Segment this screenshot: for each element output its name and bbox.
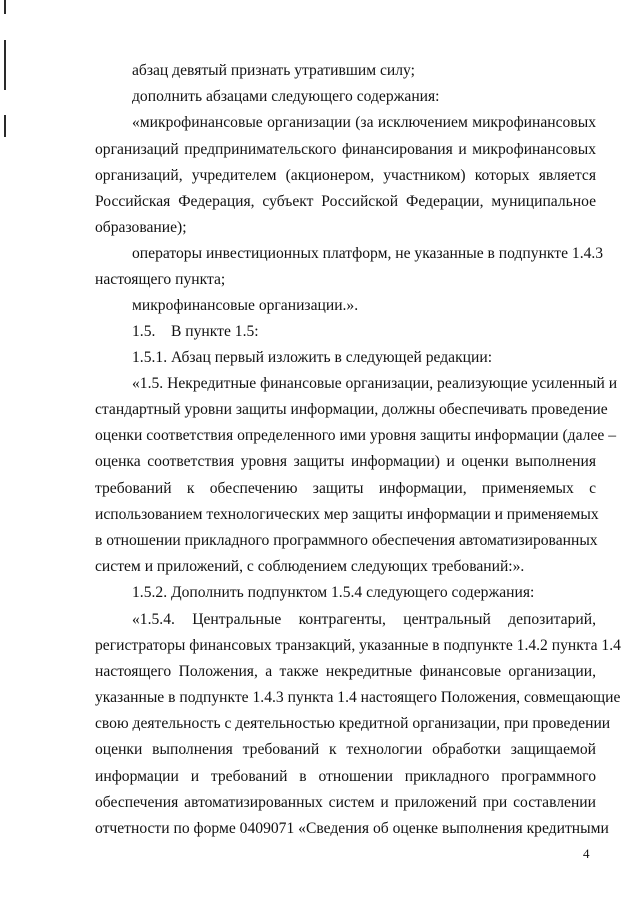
- text-line: организаций предпринимательского финансирования и микрофинансовых: [95, 141, 596, 158]
- text-line: дополнить абзацами следующего содержания:: [132, 88, 440, 105]
- scan-margin-mark: [4, 40, 6, 90]
- text-line: настоящего пункта;: [95, 271, 226, 288]
- text-line: регистраторы финансовых транзакций, указанные в подпункте 1.4.2 пункта 1.4: [95, 637, 621, 654]
- text-line: отчетности по форме 0409071 «Сведения об оценке выполнения кредитными: [95, 820, 609, 837]
- text-line: микрофинансовые организации.».: [132, 297, 359, 314]
- scan-margin-mark: [4, 0, 6, 14]
- text-line: образование);: [95, 219, 187, 236]
- text-line: абзац девятый признать утратившим силу;: [132, 62, 415, 79]
- scan-margin-mark: [4, 115, 6, 137]
- text-line: оценки соответствия определенного ими уровня защиты информации (далее –: [95, 427, 616, 444]
- page-number: 4: [583, 846, 590, 861]
- text-line: в отношении прикладного программного обеспечения автоматизированных: [95, 532, 598, 549]
- text-line: «микрофинансовые организации (за исключением микрофинансовых: [132, 114, 596, 131]
- text-line: «1.5. Некредитные финансовые организации, реализующие усиленный и: [132, 375, 618, 392]
- text-line: 1.5.2. Дополнить подпунктом 1.5.4 следующего содержания:: [132, 584, 535, 601]
- text-line: 1.5.1. Абзац первый изложить в следующей редакции:: [132, 349, 493, 366]
- text-line: стандартный уровни защиты информации, должны обеспечивать проведение: [95, 401, 608, 418]
- text-line: информации и требований в отношении прикладного программного: [95, 768, 596, 785]
- text-line: «1.5.4. Центральные контрагенты, центральный депозитарий,: [132, 611, 596, 628]
- text-line: использованием технологических мер защиты информации и применяемых: [95, 506, 599, 523]
- text-line: обеспечения автоматизированных систем и приложений при составлении: [95, 794, 596, 811]
- text-line: настоящего Положения, а также некредитные финансовые организации,: [95, 663, 596, 680]
- text-line: операторы инвестиционных платформ, не указанные в подпункте 1.4.3: [132, 245, 604, 262]
- text-line: свою деятельность с деятельностью кредитной организации, при проведении: [95, 715, 611, 732]
- text-line: оценка соответствия уровня защиты информации) и оценки выполнения: [95, 453, 596, 470]
- text-line: требований к обеспечению защиты информации, применяемых с: [95, 480, 596, 497]
- text-line: указанные в подпункте 1.4.3 пункта 1.4 настоящего Положения, совмещающие: [95, 689, 621, 706]
- text-line: организаций, учредителем (акционером, участником) которых является: [95, 167, 596, 184]
- text-line: оценки выполнения требований к технологии обработки защищаемой: [95, 741, 596, 758]
- text-line: Российская Федерация, субъект Российской Федерации, муниципальное: [95, 193, 596, 210]
- text-line: 1.5. В пункте 1.5:: [132, 323, 259, 340]
- text-line: систем и приложений, с соблюдением следующих требований:».: [95, 558, 525, 575]
